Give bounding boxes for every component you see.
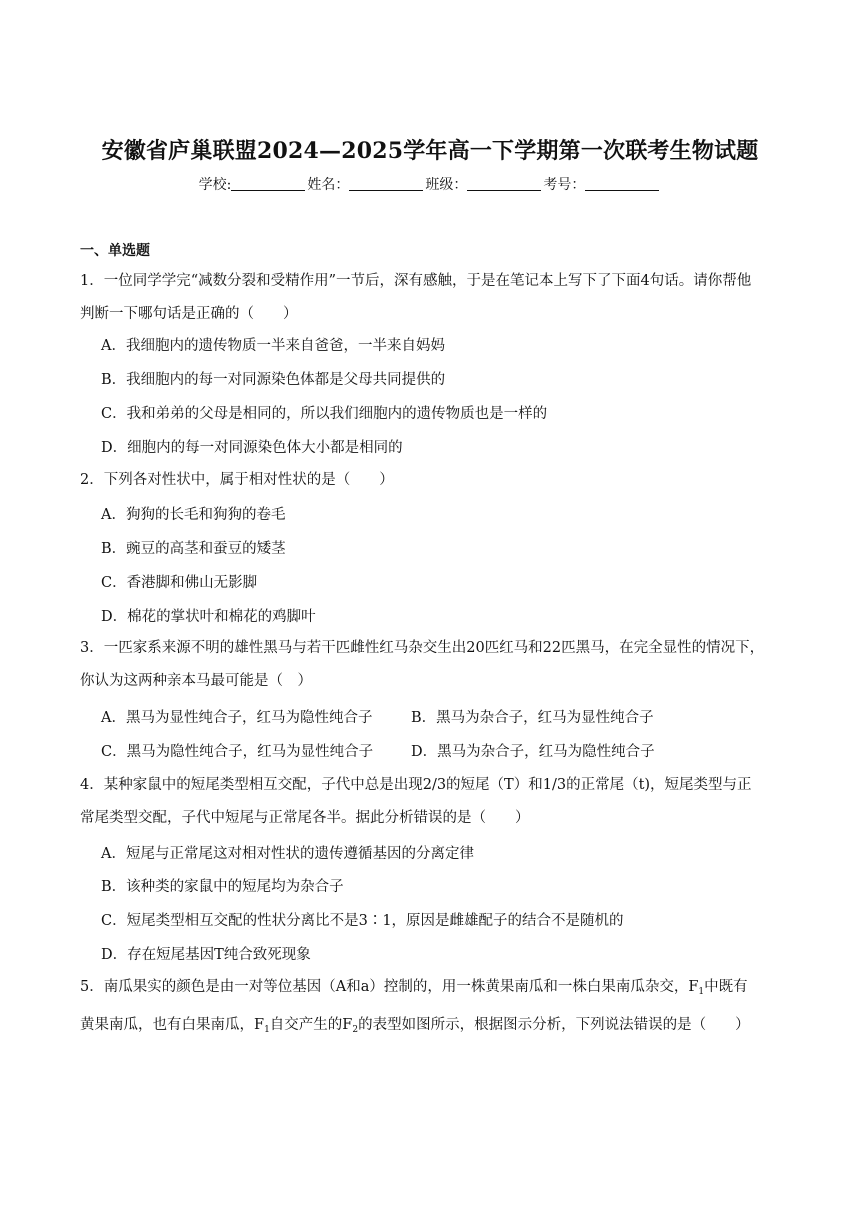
question-4-option-b: B．该种类的家鼠中的短尾均为杂合子 [101, 879, 344, 895]
question-4-option-a: A．短尾与正常尾这对相对性状的遗传遵循基因的分离定律 [101, 846, 474, 862]
question-5-line1-sub: 1 [698, 987, 705, 997]
exam-no-blank[interactable] [585, 176, 659, 191]
question-3-option-b: B．黑马为杂合子，红马为显性纯合子 [411, 710, 654, 726]
question-5-line2-part1: 黄果南瓜，也有白果南瓜，F [80, 1017, 265, 1033]
question-3-option-a: A．黑马为显性纯合子，红马为隐性纯合子 [101, 710, 373, 726]
school-label: 学校: [198, 177, 232, 193]
exam-no-label: 考号： [543, 177, 586, 193]
question-1-option-b: B．我细胞内的每一对同源染色体都是父母共同提供的 [101, 372, 446, 388]
question-1-stem-line1: 1．一位同学学完“减数分裂和受精作用”一节后，深有感触，于是在笔记本上写下了下面4句话。请你帮他 [80, 273, 752, 289]
question-4-option-d: D．存在短尾基因T纯合致死现象 [101, 947, 311, 963]
question-5-stem-line1 [80, 971, 780, 1009]
question-1-option-c: C．我和弟弟的父母是相同的，所以我们细胞内的遗传物质也是一样的 [101, 406, 548, 422]
question-2-option-d: D．棉花的掌状叶和棉花的鸡脚叶 [101, 609, 316, 625]
student-info-line [0, 174, 860, 194]
question-2 [80, 464, 780, 497]
question-5-line2-sub2: 2 [352, 1025, 359, 1035]
question-3-option-d: D．黑马为杂合子，红马为隐性纯合子 [411, 744, 655, 760]
question-3-stem-line2: 你认为这两种亲本马最可能是（ ） [80, 673, 312, 689]
name-blank[interactable] [349, 176, 423, 191]
section-heading: 一、单选题 [80, 243, 150, 259]
question-1-option-d: D．细胞内的每一对同源染色体大小都是相同的 [101, 440, 403, 456]
question-1-stem-line2: 判断一下哪句话是正确的（ ） [80, 306, 298, 322]
school-blank[interactable] [231, 176, 305, 191]
name-label: 姓名： [307, 177, 350, 193]
question-5-line2-part3: 的表型如图所示，根据图示分析，下列说法错误的是（ ） [358, 1017, 750, 1033]
question-5-line1-part1: 5．南瓜果实的颜色是由一对等位基因（A和a）控制的，用一株黄果南瓜和一株白果南瓜杂交，F [80, 979, 699, 995]
question-5-line2-sub1: 1 [264, 1025, 270, 1035]
page-title: 安徽省庐巢联盟2024—2025学年高一下学期第一次联考生物试题 [101, 138, 759, 164]
class-blank[interactable] [467, 176, 541, 191]
question-2-stem-line1: 2．下列各对性状中，属于相对性状的是（ ） [80, 472, 394, 488]
question-5-stem-line2 [80, 1009, 780, 1047]
question-1 [80, 265, 780, 331]
question-2-option-c: C．香港脚和佛山无影脚 [101, 575, 258, 591]
question-5-line2-part2: 自交产生的F [269, 1017, 353, 1033]
question-4-stem-line1: 4．某种家鼠中的短尾类型相互交配，子代中总是出现2/3的短尾（T）和1/3的正常尾（t)，短尾类型与正 [80, 777, 752, 793]
question-2-option-a: A．狗狗的长毛和狗狗的卷毛 [101, 507, 286, 523]
class-label: 班级： [425, 177, 468, 193]
question-5-line1-part2: 中既有 [704, 979, 748, 995]
question-3 [80, 632, 780, 698]
question-4-option-c: C．短尾类型相互交配的性状分离比不是3∶1，原因是雌雄配子的结合不是随机的 [101, 913, 624, 929]
question-2-option-b: B．豌豆的高茎和蚕豆的矮茎 [101, 541, 286, 557]
question-4-stem-line2: 常尾类型交配，子代中短尾与正常尾各半。据此分析错误的是（ ） [80, 810, 530, 826]
question-5 [80, 971, 780, 1047]
question-3-option-c: C．黑马为隐性纯合子，红马为显性纯合子 [101, 744, 374, 760]
question-3-stem-line1: 3．一匹家系来源不明的雄性黑马与若干匹雌性红马杂交生出20匹红马和22匹黑马，在完全显性的情况下， [80, 640, 765, 656]
question-1-option-a: A．我细胞内的遗传物质一半来自爸爸，一半来自妈妈 [101, 338, 445, 354]
question-4 [80, 769, 780, 835]
